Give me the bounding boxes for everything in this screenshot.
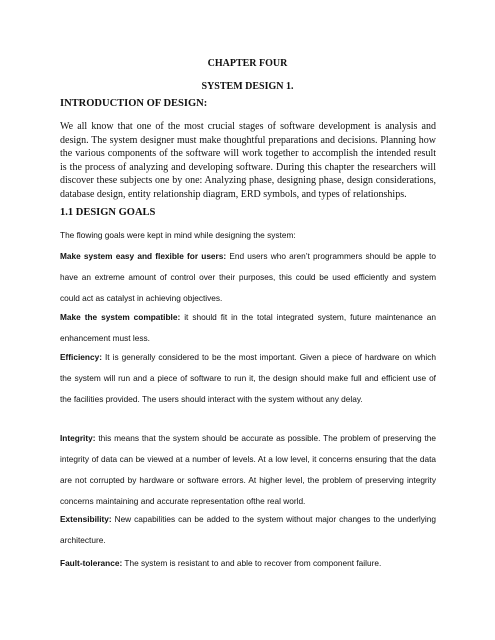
goal-item-efficiency [60, 347, 436, 410]
goal-item-usability [60, 246, 436, 309]
intro-heading: INTRODUCTION OF DESIGN: [60, 98, 208, 109]
goal-term: Make system easy and flexible for users: [60, 251, 227, 261]
goal-text: The system is resistant to and able to recover from component failure. [122, 558, 382, 568]
goal-item-extensibility [60, 509, 436, 551]
goals-intro: The flowing goals were kept in mind while designing the system: [60, 230, 296, 240]
goal-term: Fault-tolerance: [60, 558, 123, 568]
goal-item-integrity [60, 428, 436, 512]
goal-term: Efficiency: [60, 352, 102, 362]
goal-term: Make the system compatible: [60, 312, 181, 322]
goal-item-compatibility [60, 307, 436, 349]
goal-text: it should fit in the total integrated system, future maintenance an enhancement must less. [60, 312, 436, 343]
goal-text: End users who aren’t programmers should be apple to have an extreme amount of control over their purposes, this could be used efficiently and system could act as catalyst in achieving objectives. [60, 251, 436, 303]
goal-item-fault-tolerance [60, 553, 436, 574]
chapter-title: CHAPTER FOUR [207, 58, 288, 69]
intro-paragraph: We all know that one of the most crucial stages of software development is analysis and design. The system designer must make thoughtful preparations and decisions. Planning how the various components of the software will work together to accomplish the intended result is the process of analyzing and developing software. During this chapter the researchers will discover these subjects one by one: Analyzing phase, designing phase, design considerations, database design, entity relationship diagram, ERD symbols, and types of relationships. [60, 121, 436, 200]
goal-text: New capabilities can be added to the system without major changes to the underlying architecture. [60, 514, 436, 545]
goal-text: this means that the system should be accurate as possible. The problem of preserving the integrity of data can be viewed at a number of levels. At a low level, it concerns ensuring that the data are not corrupted by hardware or software errors. At higher level, the problem of preserving integrity concerns maintaining and accurate representation ofthe real world. [60, 433, 436, 506]
goal-text: It is generally considered to be the most important. Given a piece of hardware on which the system will run and a piece of software to run it, the design should make full and efficient use of the facilities provided. The users should interact with the system without any delay. [60, 352, 436, 404]
goal-term: Extensibility: [60, 514, 112, 524]
chapter-subtitle: SYSTEM DESIGN 1. [201, 81, 294, 92]
goals-heading: 1.1 DESIGN GOALS [60, 207, 156, 218]
goal-term: Integrity: [60, 433, 96, 443]
